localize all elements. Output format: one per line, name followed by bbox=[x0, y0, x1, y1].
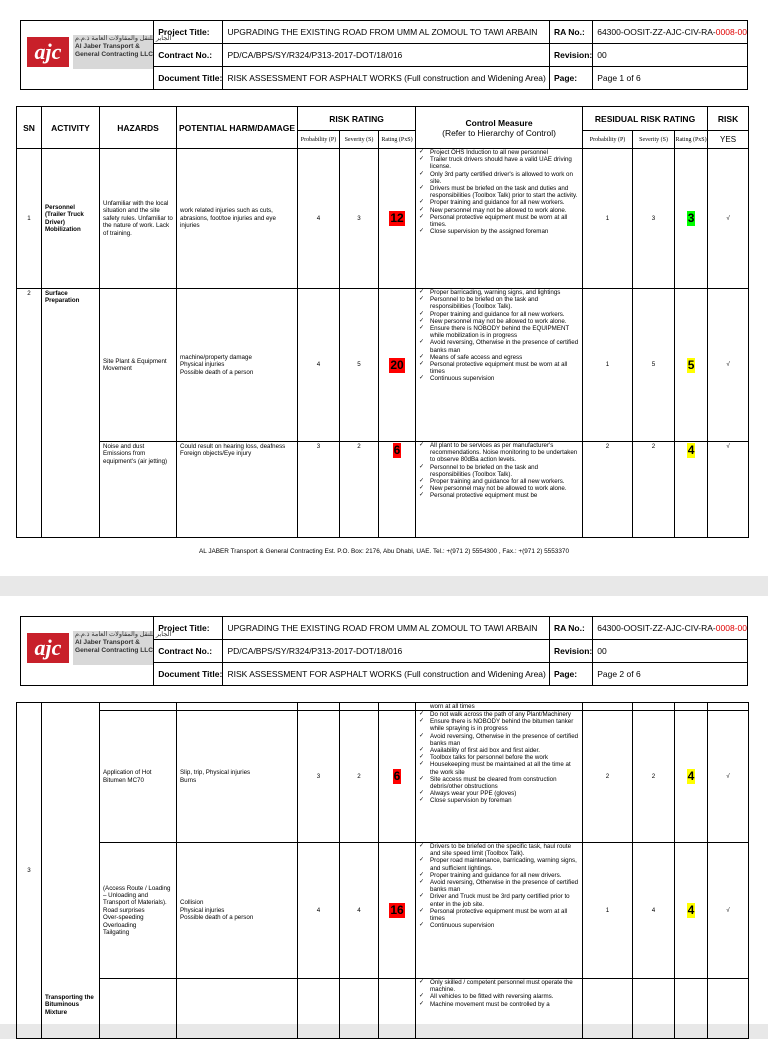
col-res-prob: Probability (P) bbox=[583, 131, 633, 149]
control-measure-item: ✓ Continuous supervision bbox=[418, 375, 580, 382]
revision-value: 00 bbox=[593, 44, 748, 67]
row-yes: √ bbox=[708, 289, 749, 442]
page-value: Page 2 of 6 bbox=[593, 663, 748, 686]
row-res-rating: 4 bbox=[675, 843, 708, 979]
table-row bbox=[17, 149, 749, 289]
row-sev: 5 bbox=[340, 289, 379, 442]
table-row bbox=[17, 711, 749, 843]
col-yes: YES bbox=[708, 131, 749, 149]
col-hazards: HAZARDS bbox=[100, 107, 177, 149]
col-res-sev: Severity (S) bbox=[633, 131, 675, 149]
document-title-label: Document Title: bbox=[154, 67, 223, 90]
document-title-label: Document Title: bbox=[154, 663, 223, 686]
header-table-2 bbox=[20, 616, 748, 686]
page-label: Page: bbox=[549, 663, 592, 686]
row-rating: 12 bbox=[379, 149, 416, 289]
col-sev: Severity (S) bbox=[340, 131, 379, 149]
control-measure-item: ✓ Proper training and guidance for all new workers. bbox=[418, 478, 580, 485]
row-res-prob: 1 bbox=[583, 843, 633, 979]
control-measure-item: ✓ Drivers to be briefed on the specific task, haul route and site speed limit (Toolbox Talk). bbox=[418, 843, 580, 857]
contract-no-value: PD/CA/BPS/SY/R324/P313-2017-DOT/18/016 bbox=[223, 44, 549, 67]
control-measure-item: ✓ Close supervision by the assigned foreman bbox=[418, 228, 580, 235]
ajc-logo-mark: ajc bbox=[27, 633, 69, 663]
row-rating: 16 bbox=[379, 843, 416, 979]
control-measure-item: ✓ New personnel may not be allowed to work alone. bbox=[418, 318, 580, 325]
control-measure-item: ✓ Proper training and guidance for all new drivers. bbox=[418, 872, 580, 879]
row-harm: Slip, trip, Physical injuries Burns bbox=[177, 711, 298, 843]
control-measure-item: ✓ All plant to be services as per manufacturer's recommendations. Noise monitoring to be undertaken to observe 80dBa action levels. bbox=[418, 442, 580, 464]
row-controls bbox=[416, 711, 583, 843]
control-measure-item: ✓ Only 3rd party certified driver's is allowed to work on site. bbox=[418, 171, 580, 185]
row-rating: 6 bbox=[379, 442, 416, 538]
company-name-line1: Al Jaber Transport & bbox=[75, 43, 140, 50]
row-sev: 3 bbox=[340, 149, 379, 289]
row-controls-carry: worn at all times bbox=[416, 703, 583, 711]
control-measure-item: ✓ Continuous supervision bbox=[418, 922, 580, 929]
table-row bbox=[17, 979, 749, 1039]
row-controls bbox=[416, 979, 583, 1039]
company-logo bbox=[21, 617, 172, 686]
row-prob: 3 bbox=[298, 711, 340, 843]
row-activity: Transporting the Bituminous Mixture bbox=[42, 703, 100, 1039]
company-arabic-name: الجابر للنقل والمقاولات العامة ذ.م.م bbox=[75, 35, 172, 42]
ra-no-value: 64300-OOSIT-ZZ-AJC-CIV-RA-0008-00 bbox=[593, 21, 748, 44]
project-title-value: UPGRADING THE EXISTING ROAD FROM UMM AL ZOMOUL TO TAWI ARBAIN bbox=[223, 617, 549, 640]
page-label: Page: bbox=[549, 67, 592, 90]
company-name-line2: General Contracting LLC bbox=[75, 51, 154, 58]
row-res-sev: 2 bbox=[633, 711, 675, 843]
control-measure-item: ✓ Personal protective equipment must be bbox=[418, 492, 580, 499]
row-controls bbox=[416, 289, 583, 442]
table-row bbox=[17, 289, 749, 442]
row-prob: 4 bbox=[298, 843, 340, 979]
col-activity: ACTIVITY bbox=[42, 107, 100, 149]
row-hazard: Unfamiliar with the local situation and the site safety rules. Unfamiliar to the nature of work. Lack of training. bbox=[100, 149, 177, 289]
row-res-sev: 4 bbox=[633, 843, 675, 979]
row-harm: work related injuries such as cuts, abrasions, foot/toe injuries and eye injuries bbox=[177, 149, 298, 289]
control-measure-item: ✓ Proper training and guidance for all new workers. bbox=[418, 311, 580, 318]
row-sn: 1 bbox=[17, 149, 42, 289]
row-res-rating: 4 bbox=[675, 442, 708, 538]
control-measure-item: ✓ Housekeeping must be maintained at all the time at the work site bbox=[418, 761, 580, 775]
row-harm: Collision Physical injuries Possible death of a person bbox=[177, 843, 298, 979]
document-title-value: RISK ASSESSMENT FOR ASPHALT WORKS (Full construction and Widening Area) bbox=[223, 67, 549, 90]
row-res-rating: 3 bbox=[675, 149, 708, 289]
control-measure-item: ✓ Only skilled / competent personnel must operate the machine. bbox=[418, 979, 580, 993]
row-controls bbox=[416, 843, 583, 979]
table-row bbox=[17, 703, 749, 711]
control-measure-item: ✓ Toolbox talks for personnel before the work bbox=[418, 754, 580, 761]
col-residual: RESIDUAL RISK RATING bbox=[583, 107, 708, 131]
control-measure-item: ✓ Driver and Truck must be 3rd party certified prior to enter in the job site. bbox=[418, 893, 580, 907]
col-prob: Probability (P) bbox=[298, 131, 340, 149]
row-rating: 6 bbox=[379, 711, 416, 843]
row-sev: 2 bbox=[340, 711, 379, 843]
page-footer: AL JABER Transport & General Contracting Est. P.O. Box: 2176, Abu Dhabi, UAE. Tel.: +(971 2) 5554300 , Fax.: +(971 2) 5553370 bbox=[198, 548, 570, 555]
row-controls bbox=[416, 442, 583, 538]
row-res-rating: 5 bbox=[675, 289, 708, 442]
row-yes: √ bbox=[708, 711, 749, 843]
col-res-rating: Rating (PxS) bbox=[675, 131, 708, 149]
col-sn: SN bbox=[17, 107, 42, 149]
control-measure-item: ✓ Proper barricading, warning signs, and lightings bbox=[418, 289, 580, 296]
row-yes: √ bbox=[708, 149, 749, 289]
row-activity: Surface Preparation bbox=[42, 289, 100, 538]
contract-no-value: PD/CA/BPS/SY/R324/P313-2017-DOT/18/016 bbox=[223, 640, 549, 663]
row-res-prob: 2 bbox=[583, 711, 633, 843]
ra-no-label: RA No.: bbox=[549, 617, 592, 640]
control-measure-item: ✓ Ensure there is NOBODY behind the EQUIPMENT while mobilization is in progress bbox=[418, 325, 580, 339]
control-measure-item: ✓ Avoid reversing, Otherwise in the presence of certified banks man bbox=[418, 879, 580, 893]
row-hazard: Site Plant & Equipment Movement bbox=[100, 289, 177, 442]
company-name-line1: Al Jaber Transport & bbox=[75, 639, 140, 646]
control-measure-item: ✓ Personal protective equipment must be worn at all times bbox=[418, 361, 580, 375]
control-measure-item: ✓ Personnel to be briefed on the task and responsibilities (Toolbox Talk). bbox=[418, 296, 580, 310]
control-measure-item: ✓ Close supervision by foreman bbox=[418, 797, 580, 804]
row-res-rating: 4 bbox=[675, 711, 708, 843]
row-prob: 4 bbox=[298, 149, 340, 289]
revision-label: Revision: bbox=[549, 640, 592, 663]
row-res-sev: 5 bbox=[633, 289, 675, 442]
row-res-sev: 2 bbox=[633, 442, 675, 538]
risk-table-2 bbox=[16, 702, 749, 1039]
control-measure-item: ✓ New personnel may not be allowed to work alone. bbox=[418, 207, 580, 214]
ra-no-value: 64300-OOSIT-ZZ-AJC-CIV-RA-0008-00 bbox=[593, 617, 748, 640]
row-sev: 4 bbox=[340, 843, 379, 979]
page-value: Page 1 of 6 bbox=[593, 67, 748, 90]
control-measure-item: ✓ Avoid reversing, Otherwise in the presence of certified banks man bbox=[418, 339, 580, 353]
control-measure-item: ✓ Means of safe access and egress bbox=[418, 354, 580, 361]
row-res-sev: 3 bbox=[633, 149, 675, 289]
contract-no-label: Contract No.: bbox=[154, 640, 223, 663]
ra-no-label: RA No.: bbox=[549, 21, 592, 44]
row-res-prob: 1 bbox=[583, 289, 633, 442]
control-measure-item: ✓ Always wear your PPE (gloves) bbox=[418, 790, 580, 797]
table-row bbox=[17, 843, 749, 979]
row-rating: 20 bbox=[379, 289, 416, 442]
control-measure-item: ✓ Project OHS Induction to all new personnel bbox=[418, 149, 580, 156]
control-measure-item: ✓ Personal protective equipment must be worn at all times. bbox=[418, 214, 580, 228]
company-arabic-name: الجابر للنقل والمقاولات العامة ذ.م.م bbox=[75, 631, 172, 638]
row-harm: machine/property damage Physical injuries Possible death of a person bbox=[177, 289, 298, 442]
control-measure-item: ✓ Avoid reversing, Otherwise in the presence of certified banks man bbox=[418, 733, 580, 747]
company-name-line2: General Contracting LLC bbox=[75, 647, 154, 654]
risk-table-1 bbox=[16, 106, 749, 538]
control-measure-item: ✓ Personal protective equipment must be worn at all times bbox=[418, 908, 580, 922]
page-2 bbox=[0, 596, 768, 1024]
row-res-prob: 1 bbox=[583, 149, 633, 289]
contract-no-label: Contract No.: bbox=[154, 44, 223, 67]
row-activity: Personnel (Trailer Truck Driver) Mobilization bbox=[42, 149, 100, 289]
control-measure-item: ✓ Do not walk across the path of any Plant/Machinery bbox=[418, 711, 580, 718]
row-hazard: (Access Route / Loading – Unloading and Transport of Materials). Road surprises Over-speeding Overloading Tailgating bbox=[100, 843, 177, 979]
row-yes: √ bbox=[708, 442, 749, 538]
row-controls bbox=[416, 149, 583, 289]
control-measure-item: ✓ Personnel to be briefed on the task and responsibilities (Toolbox Talk). bbox=[418, 464, 580, 478]
col-control: Control Measure (Refer to Hierarchy of Control) bbox=[416, 107, 583, 149]
col-risk-rating: RISK RATING bbox=[298, 107, 416, 131]
header-table-1 bbox=[20, 20, 748, 90]
row-prob: 3 bbox=[298, 442, 340, 538]
control-measure-item: ✓ Proper road maintenance, barricading, warning signs, and sufficient lightings. bbox=[418, 857, 580, 871]
document-title-value: RISK ASSESSMENT FOR ASPHALT WORKS (Full construction and Widening Area) bbox=[223, 663, 549, 686]
control-measure-item: ✓ Machine movement must be controlled by a bbox=[418, 1001, 580, 1008]
col-rating: Rating (PxS) bbox=[379, 131, 416, 149]
control-measure-item: ✓ Ensure there is NOBODY behind the bitumen tanker while spraying is in progress bbox=[418, 718, 580, 732]
revision-label: Revision: bbox=[549, 44, 592, 67]
row-yes: √ bbox=[708, 843, 749, 979]
project-title-value: UPGRADING THE EXISTING ROAD FROM UMM AL ZOMOUL TO TAWI ARBAIN bbox=[223, 21, 549, 44]
project-title-label: Project Title: bbox=[154, 21, 223, 44]
project-title-label: Project Title: bbox=[154, 617, 223, 640]
control-measure-item: ✓ Site access must be cleared from construction debris/other obstructions bbox=[418, 776, 580, 790]
company-logo bbox=[21, 21, 172, 90]
row-hazard: Application of Hot Bitumen MC70 bbox=[100, 711, 177, 843]
row-sn: 2 bbox=[17, 289, 42, 538]
row-prob: 4 bbox=[298, 289, 340, 442]
revision-value: 00 bbox=[593, 640, 748, 663]
control-measure-item: ✓ Proper training and guidance for all new workers. bbox=[418, 199, 580, 206]
row-sev: 2 bbox=[340, 442, 379, 538]
control-measure-item: ✓ Trailer truck drivers should have a valid UAE driving license. bbox=[418, 156, 580, 170]
col-risk: RISK bbox=[708, 107, 749, 131]
table-row bbox=[17, 442, 749, 538]
control-measure-item: ✓ Drivers must be briefed on the task and duties and responsibilities (Toolbox Talk) prior to start the activity. bbox=[418, 185, 580, 199]
control-measure-item: ✓ All vehicles to be fitted with reversing alarms. bbox=[418, 993, 580, 1000]
row-sn: 3 bbox=[17, 703, 42, 1039]
row-res-prob: 2 bbox=[583, 442, 633, 538]
ajc-logo-mark: ajc bbox=[27, 37, 69, 67]
row-harm: Could result on hearing loss, deafness Foreign objects/Eye injury bbox=[177, 442, 298, 538]
row-hazard: Noise and dust Emissions from equipment's (air jetting) bbox=[100, 442, 177, 538]
control-measure-item: ✓ New personnel may not be allowed to work alone. bbox=[418, 485, 580, 492]
col-harm: POTENTIAL HARM/DAMAGE bbox=[177, 107, 298, 149]
control-measure-item: ✓ Availability of first aid box and first aider. bbox=[418, 747, 580, 754]
